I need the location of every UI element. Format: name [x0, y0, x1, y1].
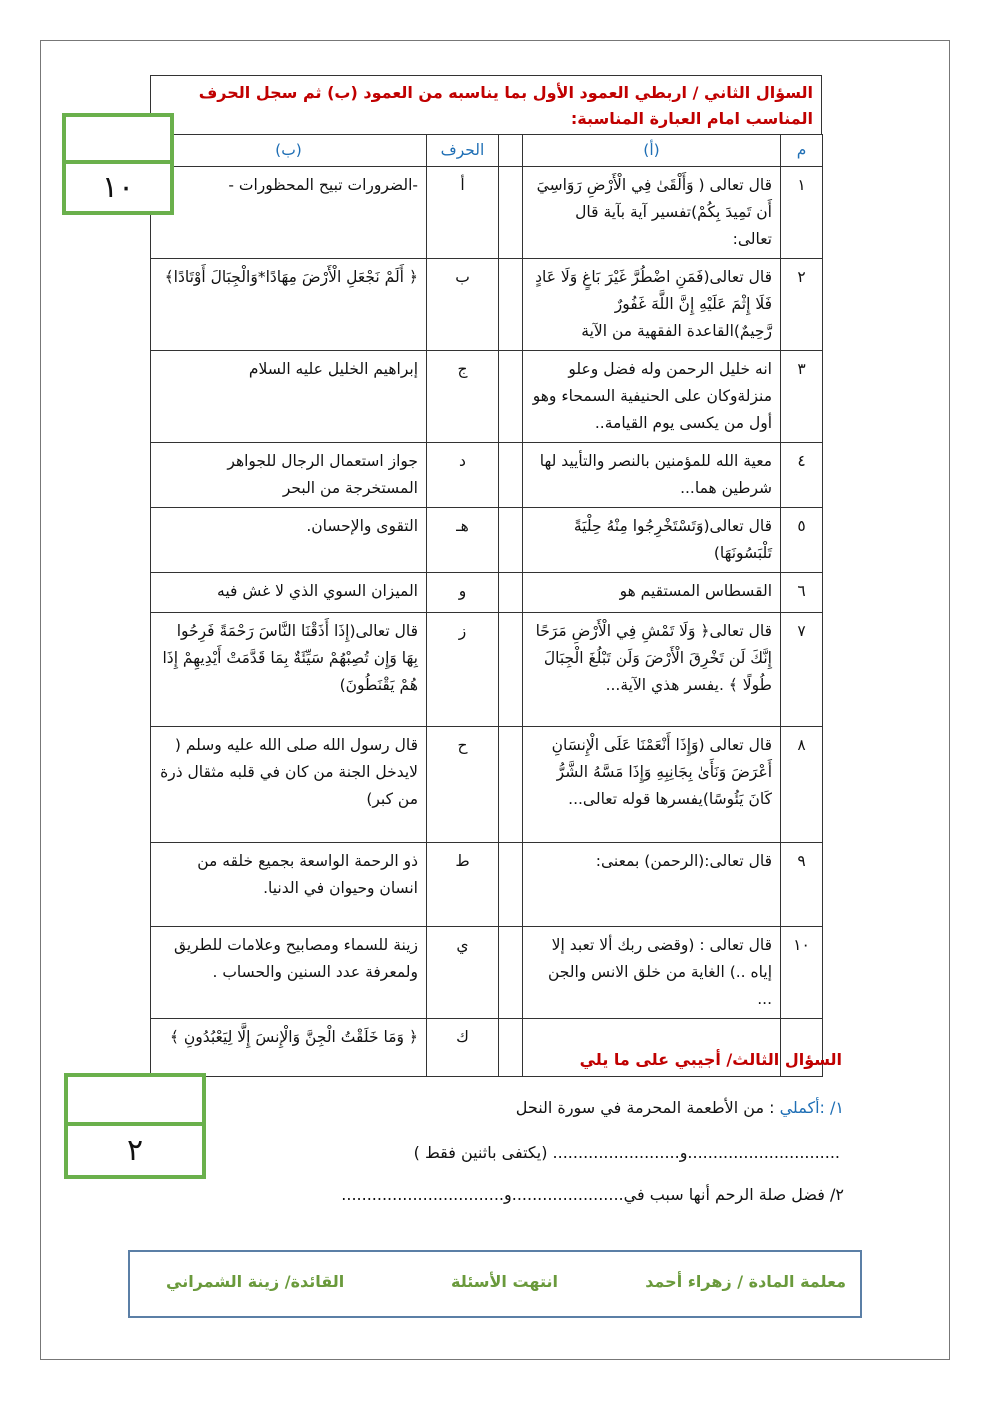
item1-label: أكملي — [779, 1098, 820, 1117]
row-number: ١ — [781, 167, 823, 259]
spacer-cell — [499, 508, 523, 573]
row-number: ٢ — [781, 259, 823, 351]
matching-table — [150, 134, 823, 1077]
question3-title: السؤال الثالث/ أجيبي على ما يلي — [579, 1050, 842, 1069]
table-row — [151, 613, 823, 727]
column-b-text: -الضرورات تبيح المحظورات - — [151, 167, 427, 259]
row-letter: ط — [427, 843, 499, 927]
header-spacer — [499, 135, 523, 167]
column-a-text: قال تعالى (وَإِذَا أَنْعَمْنَا عَلَى الْإِنسَانِ أَعْرَضَ وَنَأَىٰ بِجَانِبِهِ وَإِذَا مَسَّهُ الشَّرُّ كَانَ يَئُوسًا)يفسرها قوله تعالى... — [523, 727, 781, 843]
row-number: ٧ — [781, 613, 823, 727]
row-letter: ب — [427, 259, 499, 351]
header-b: (ب) — [151, 135, 427, 167]
row-letter: و — [427, 573, 499, 613]
score-value: ٢ — [126, 1133, 144, 1168]
row-number: ٩ — [781, 843, 823, 927]
table-row — [151, 167, 823, 259]
table-row — [151, 351, 823, 443]
row-letter: أ — [427, 167, 499, 259]
column-b-text: ﴿ وَمَا خَلَقْتُ الْجِنَّ وَالْإِنسَ إِلَّا لِيَعْبُدُونِ ﴾ — [151, 1019, 427, 1077]
column-b-text: جواز استعمال الرجال للجواهر المستخرجة من البحر — [151, 443, 427, 508]
footer-leader: القائدة/ زينة الشمراني — [166, 1272, 345, 1291]
row-letter: ز — [427, 613, 499, 727]
column-a-text: قال تعالى(فَمَنِ اضْطُرَّ غَيْرَ بَاغٍ وَلَا عَادٍ فَلَا إِثْمَ عَلَيْهِ إِنَّ اللَّهَ غَفُورٌ رَّحِيمٌ)القاعدة الفقهية من الآية — [523, 259, 781, 351]
table-row — [151, 843, 823, 927]
column-b-text: ذو الرحمة الواسعة بجميع خلقه من انسان وحيوان في الدنيا. — [151, 843, 427, 927]
table-row — [151, 259, 823, 351]
column-a-text: انه خليل الرحمن وله فضل وعلو منزلةوكان على الحنيفية السمحاء وهو أول من يكسى يوم القيامة.. — [523, 351, 781, 443]
spacer-cell — [499, 167, 523, 259]
row-letter: ي — [427, 927, 499, 1019]
row-number: ٣ — [781, 351, 823, 443]
question2-section — [150, 75, 822, 1077]
table-row — [151, 727, 823, 843]
spacer-cell — [499, 1019, 523, 1077]
spacer-cell — [499, 259, 523, 351]
column-a-text: قال تعالى ( وَأَلْقَىٰ فِي الْأَرْضِ رَوَاسِيَ أَن تَمِيدَ بِكُمْ)تفسير آية بآية قال تعالى: — [523, 167, 781, 259]
score-empty-cell — [68, 1077, 202, 1126]
column-b-text: زينة للسماء ومصابيح وعلامات للطريق ولمعرفة عدد السنين والحساب . — [151, 927, 427, 1019]
score-value: ١٠ — [101, 170, 135, 205]
footer-teacher: معلمة المادة / زهراء أحمد — [645, 1272, 846, 1291]
header-letter: الحرف — [427, 135, 499, 167]
column-a-text: قال تعالى(وَتَسْتَخْرِجُوا مِنْهُ حِلْيَةً تَلْبَسُونَهَا) — [523, 508, 781, 573]
column-a-text: القسطاس المستقيم هو — [523, 573, 781, 613]
row-letter: ك — [427, 1019, 499, 1077]
question3-item2[interactable]: ٢/ فضل صلة الرحم أنها سبب في......................و................................ — [341, 1185, 844, 1204]
column-a-text: قال تعالى﴿ وَلَا تَمْشِ فِي الْأَرْضِ مَرَحًا إِنَّكَ لَن تَخْرِقَ الْأَرْضَ وَلَن تَبْلُغَ الْجِبَالَ طُولًا ﴾ .يفسر هذي الآية... — [523, 613, 781, 727]
column-b-text: ﴿ أَلَمْ نَجْعَلِ الْأَرْضَ مِهَادًا*وَالْجِبَالَ أَوْتَادًا﴾ — [151, 259, 427, 351]
spacer-cell — [499, 351, 523, 443]
column-b-text: التقوى والإحسان. — [151, 508, 427, 573]
spacer-cell — [499, 443, 523, 508]
table-row — [151, 443, 823, 508]
footer-box — [128, 1250, 862, 1318]
row-number: ٤ — [781, 443, 823, 508]
table-row — [151, 927, 823, 1019]
column-b-text: قال رسول الله صلى الله عليه وسلم ( لايدخل الجنة من كان في قلبه مثقال ذرة من كبر) — [151, 727, 427, 843]
spacer-cell — [499, 613, 523, 727]
row-number: ٦ — [781, 573, 823, 613]
row-number: ١٠ — [781, 927, 823, 1019]
score-empty-cell — [66, 117, 170, 164]
row-number: ٥ — [781, 508, 823, 573]
score-box-question2 — [62, 113, 174, 215]
table-row — [151, 508, 823, 573]
spacer-cell — [499, 843, 523, 927]
question2-title: السؤال الثاني / اربطي العمود الأول بما يناسبه من العمود (ب) ثم سجل الحرف المناسب امام العبارة المناسبة: — [150, 75, 822, 134]
question3-item1 — [516, 1098, 844, 1117]
item1-number: ١/ : — [819, 1098, 844, 1117]
spacer-cell — [499, 573, 523, 613]
column-b-text: إبراهيم الخليل عليه السلام — [151, 351, 427, 443]
spacer-cell — [499, 727, 523, 843]
header-num: م — [781, 135, 823, 167]
column-a-text: معية الله للمؤمنين بالنصر والتأييد لها شرطين هما... — [523, 443, 781, 508]
row-number: ٨ — [781, 727, 823, 843]
column-a-text: قال تعالى:(الرحمن) بمعنى: — [523, 843, 781, 927]
table-header-row — [151, 135, 823, 167]
column-b-text: الميزان السوي الذي لا غش فيه — [151, 573, 427, 613]
item1-text: : من الأطعمة المحرمة في سورة النحل — [515, 1098, 780, 1117]
row-letter: ج — [427, 351, 499, 443]
question3-item1-blanks[interactable]: ..............................و......................... (يكتفى باثنين فقط ) — [413, 1143, 840, 1162]
column-a-text: قال تعالى : (وقضى ربك ألا تعبد إلا إياه ..) الغاية من خلق الانس والجن ... — [523, 927, 781, 1019]
row-letter: هـ — [427, 508, 499, 573]
spacer-cell — [499, 927, 523, 1019]
score-box-question3 — [64, 1073, 206, 1179]
footer-end-note: انتهت الأسئلة — [451, 1272, 558, 1291]
column-b-text: قال تعالى(إِذَا أَذَقْنَا النَّاسَ رَحْمَةً فَرِحُوا بِهَا وَإِن تُصِبْهُمْ سَيِّئَةٌ بِمَا قَدَّمَتْ أَيْدِيهِمْ إِذَا هُمْ يَقْنَطُونَ) — [151, 613, 427, 727]
header-a: (أ) — [523, 135, 781, 167]
table-row — [151, 573, 823, 613]
row-letter: د — [427, 443, 499, 508]
row-letter: ح — [427, 727, 499, 843]
